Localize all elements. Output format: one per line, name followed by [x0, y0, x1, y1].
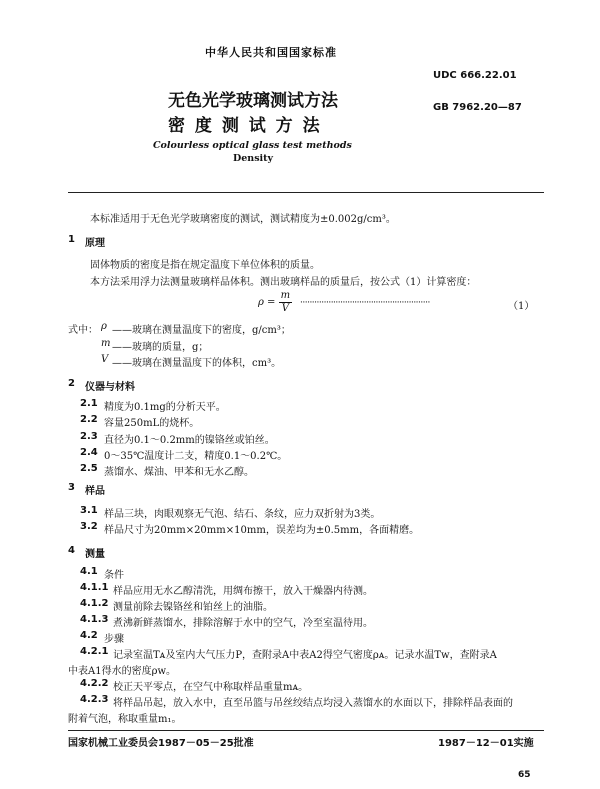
section-3-number: 3	[68, 482, 75, 493]
clause-text: 将样品吊起，放入水中，直至吊篮与吊丝绞结点均浸入蒸馏水的水面以下，排除样品表面的	[113, 698, 513, 709]
clause-number: 2.3	[80, 431, 98, 442]
section-1-number: 1	[68, 234, 75, 245]
clause-text: 样品应用无水乙醇清洗，用绸布擦干，放入干燥器内待测。	[113, 586, 373, 597]
udc-code: UDC 666.22.01	[433, 70, 517, 81]
clause-text: 精度为0.1mg的分析天平。	[104, 402, 226, 413]
clause-text: 样品三块，肉眼观察无气泡、结石、条纹，应力双折射为3类。	[104, 509, 381, 520]
page-number: 65	[518, 770, 531, 780]
footer-rule	[68, 730, 544, 731]
section-2-title: 仪器与材料	[85, 382, 135, 393]
definition-text: ——玻璃在测量温度下的密度，g/cm³；	[112, 325, 291, 336]
clause-text: 条件	[104, 570, 124, 581]
section-2-number: 2	[68, 378, 75, 389]
section-1-title: 原理	[85, 238, 105, 249]
formula-number: （1）	[508, 301, 535, 312]
clause-text: 容量250mL的烧杯。	[104, 418, 200, 429]
clause-number: 4.1	[80, 566, 98, 577]
formula-numerator: m	[280, 290, 291, 301]
clause-number: 4.1.2	[80, 598, 109, 609]
gb-code: GB 7962.20—87	[433, 102, 522, 113]
formula-denominator: V	[281, 303, 289, 314]
clause-number: 4.2.1	[80, 646, 109, 657]
clause-text: 直径为0.1～0.2mm的镍铬丝或铂丝。	[104, 435, 275, 446]
definition-symbol: V	[101, 354, 109, 365]
approval-date: 国家机械工业委员会1987－05－25批准	[68, 738, 254, 749]
paragraph: 本方法采用浮力法测量玻璃样品体积。测出玻璃样品的质量后，按公式（1）计算密度：	[90, 277, 477, 288]
definition-symbol: m	[101, 338, 111, 349]
clause-number: 4.1.1	[80, 582, 109, 593]
document-title-line1: 无色光学玻璃测试方法	[168, 91, 338, 111]
formula-lhs: ρ =	[258, 297, 276, 308]
clause-number: 2.2	[80, 414, 98, 425]
formula-fraction	[279, 290, 292, 315]
formula-leader-dots: ·······················································	[300, 298, 430, 308]
clause-text: 记录室温Tᴀ及室内大气压力P，查附录A中表A2得空气密度ρᴀ。记录水温Tᴡ，查附录A	[113, 650, 497, 661]
clause-text-continued: 附着气泡，称取重量m₁。	[68, 714, 182, 725]
clause-text: 校正天平零点，在空气中称取样品重量mᴀ。	[113, 682, 309, 693]
section-4-title: 测量	[85, 549, 105, 560]
clause-text: 测量前除去镍铬丝和铂丝上的油脂。	[113, 602, 273, 613]
density-formula	[258, 290, 292, 315]
clause-number: 3.1	[80, 505, 98, 516]
section-4-number: 4	[68, 545, 75, 556]
definition-text: ——玻璃在测量温度下的体积，cm³。	[112, 358, 282, 369]
clause-number: 4.2.2	[80, 678, 109, 689]
clause-text: 0～35℃温度计二支，精度0.1～0.2℃。	[104, 451, 288, 462]
english-title-line1: Colourless optical glass test methods	[153, 140, 352, 151]
definition-prefix: 式中：	[68, 325, 98, 336]
clause-number: 3.2	[80, 521, 98, 532]
national-standard-heading: 中华人民共和国国家标准	[205, 46, 337, 59]
clause-text: 步骤	[104, 634, 124, 645]
clause-number: 2.1	[80, 398, 98, 409]
effective-date: 1987－12－01实施	[438, 738, 534, 749]
header-rule	[68, 192, 544, 193]
scope-paragraph: 本标准适用于无色光学玻璃密度的测试，测试精度为±0.002g/cm³。	[90, 214, 396, 225]
clause-text: 煮沸新鲜蒸馏水，排除溶解于水中的空气，冷至室温待用。	[113, 618, 373, 629]
document-title-line2: 密 度 测 试 方 法	[168, 116, 322, 136]
clause-number: 4.2	[80, 630, 98, 641]
definition-symbol: ρ	[101, 321, 107, 332]
clause-number: 2.4	[80, 447, 98, 458]
clause-text-continued: 中表A1得水的密度ρᴡ。	[68, 666, 177, 677]
clause-text: 蒸馏水、煤油、甲苯和无水乙醇。	[104, 467, 254, 478]
clause-number: 4.2.3	[80, 694, 109, 705]
clause-number: 4.1.3	[80, 614, 109, 625]
clause-number: 2.5	[80, 463, 98, 474]
english-title-line2: Density	[233, 153, 274, 164]
section-3-title: 样品	[85, 486, 105, 497]
clause-text: 样品尺寸为20mm×20mm×10mm，误差均为±0.5mm，各面精磨。	[104, 525, 420, 536]
definition-text: ——玻璃的质量，g；	[112, 342, 209, 353]
paragraph: 固体物质的密度是指在规定温度下单位体积的质量。	[90, 260, 320, 271]
